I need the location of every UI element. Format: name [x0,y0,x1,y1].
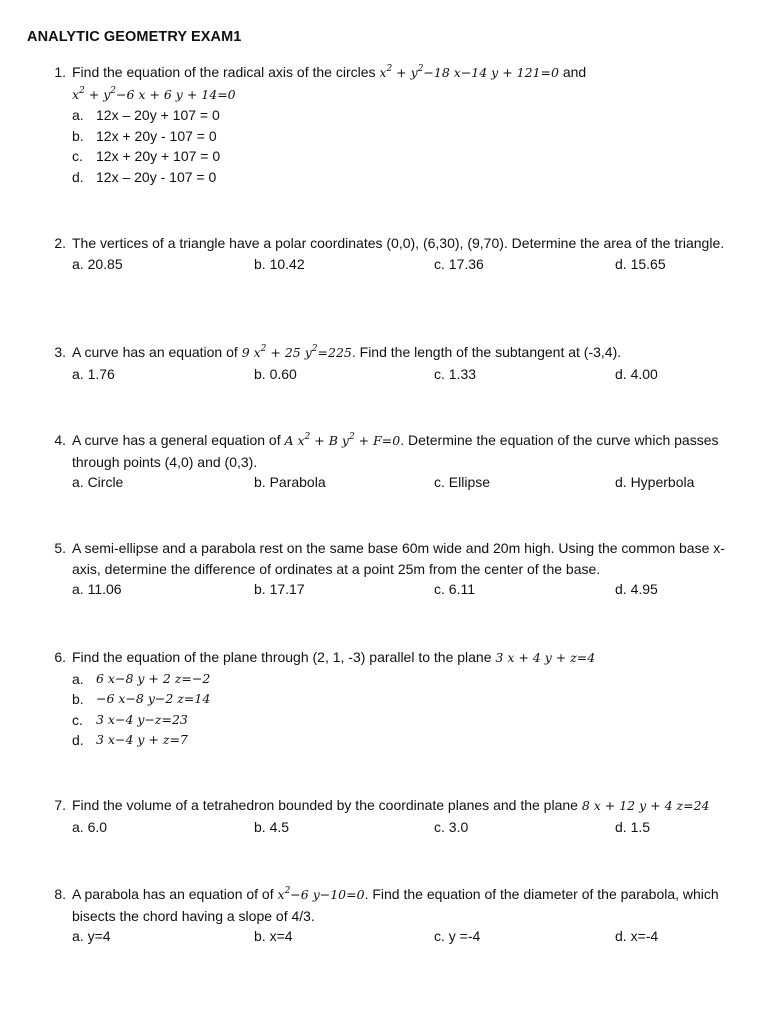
answer-options [72,472,748,493]
question-3 [48,342,748,384]
question-1 [48,62,748,187]
answer-options [72,364,748,385]
question-number: 4. [54,432,66,448]
question-number: 2. [54,235,66,251]
option-c: c. y =-4 [434,928,481,944]
option-b: b. x=4 [254,928,293,944]
question-number: 6. [54,649,66,665]
equation: $x^2 + y^2-18$ x−14 y + 121=0 [379,64,559,80]
question-stem: A semi-ellipse and a parabola rest on the same base 60m wide and 20m high. Using the common base x-axis, determine the difference of ordinates at a point 25m from the center of the base. [72,540,725,577]
option-c: c. 6.11 [434,581,475,597]
question-number: 7. [54,797,66,813]
question-6 [48,647,748,751]
option-b: b. 12x + 20y - 107 = 0 [72,127,217,144]
question-stem: Find the equation of the plane through (2, 1, -3) parallel to the plane 3 x + 4 y + z=4 [72,649,596,665]
equation: 8 x + 12 y + 4 z=24 [581,798,710,813]
question-number: 3. [54,344,66,360]
option-a: a. 12x – 20y + 107 = 0 [72,107,220,123]
option-b: b. −6 x−8 y−2 z=14 [72,691,211,707]
option-a: a. y=4 [72,928,111,944]
option-b: b. 4.5 [254,818,290,835]
option-d: d. 15.65 [615,255,666,272]
option-d: d. 4.95 [615,581,658,597]
option-c: c. 12x + 20y + 107 = 0 [72,148,221,164]
option-b: b. 0.60 [254,365,297,382]
question-stem: A parabola has an equation of of $x^2-6$ y−10=0. Find the equation of the diameter of the parabola, which bisects the chord having a slope of 4/3. [72,886,719,924]
question-5 [48,538,748,600]
option-a: a. Circle [72,474,124,490]
option-b: b. Parabola [254,474,326,490]
option-c: c. 17.36 [434,255,484,272]
equation: 3 x + 4 y + z=4 [495,650,596,665]
equation: $x^2 + y^2-6$ x + 6 y + 14=0 [72,85,236,102]
question-number: 8. [54,886,66,902]
option-c: c. 3 x−4 y−z=23 [72,711,188,728]
option-d: d. 3 x−4 y + z=7 [72,732,188,748]
question-stem: Find the volume of a tetrahedron bounded by the coordinate planes and the plane 8 x + 12 y + 4 z=24 [72,797,710,813]
option-a: a. 6 x−8 y + 2 z=−2 [72,670,211,687]
equation: 9 $x^2 + 25$ $y^2=225$ [241,344,352,360]
question-stem: Find the equation of the radical axis of the circles $x^2 + y^2-18$ x−14 y + 121=0 and $x^2 + y^2-6$ x + 6 y + 14=0 [72,64,587,102]
option-c: c. 3.0 [434,818,469,835]
option-d: d. Hyperbola [615,474,695,490]
option-d: d. x=-4 [615,928,659,944]
question-4 [48,430,748,493]
question-number: 5. [54,540,66,556]
option-a: a. 11.06 [72,581,122,597]
equation: A $x^2 + B$ $y^2 + F=0$ [284,432,401,448]
option-a: a. 6.0 [72,818,108,835]
question-stem: The vertices of a triangle have a polar coordinates (0,0), (6,30), (9,70). Determine the area of the triangle. [72,235,725,251]
option-d: d. 4.00 [615,365,658,382]
question-8 [48,884,748,947]
question-stem: A curve has an equation of 9 $x^2 + 25$ $y^2=225$. Find the length of the subtangent at (-3,4). [72,344,622,360]
answer-options [72,254,748,275]
answer-options [72,579,748,600]
option-c: c. Ellipse [434,474,491,490]
answer-options [48,669,748,751]
option-b: b. 17.17 [254,581,305,597]
option-d: d. 1.5 [615,818,651,835]
option-a: a. 1.76 [72,365,115,382]
answer-options [48,105,748,187]
exam-title: ANALYTIC GEOMETRY EXAM1 [27,29,242,45]
equation: $x^2-6$ y−10=0 [277,886,365,902]
question-7 [48,795,748,837]
answer-options [72,817,748,838]
answer-options [72,926,748,947]
option-b: b. 10.42 [254,255,305,272]
option-d: d. 12x – 20y - 107 = 0 [72,168,217,185]
question-number: 1. [54,64,66,80]
question-stem: A curve has a general equation of A $x^2 + B$ $y^2 + F=0$. Determine the equation of the curve which passes through points (4,0) and (0,3). [72,432,719,470]
question-2 [48,233,748,274]
option-c: c. 1.33 [434,365,477,382]
option-a: a. 20.85 [72,255,123,272]
